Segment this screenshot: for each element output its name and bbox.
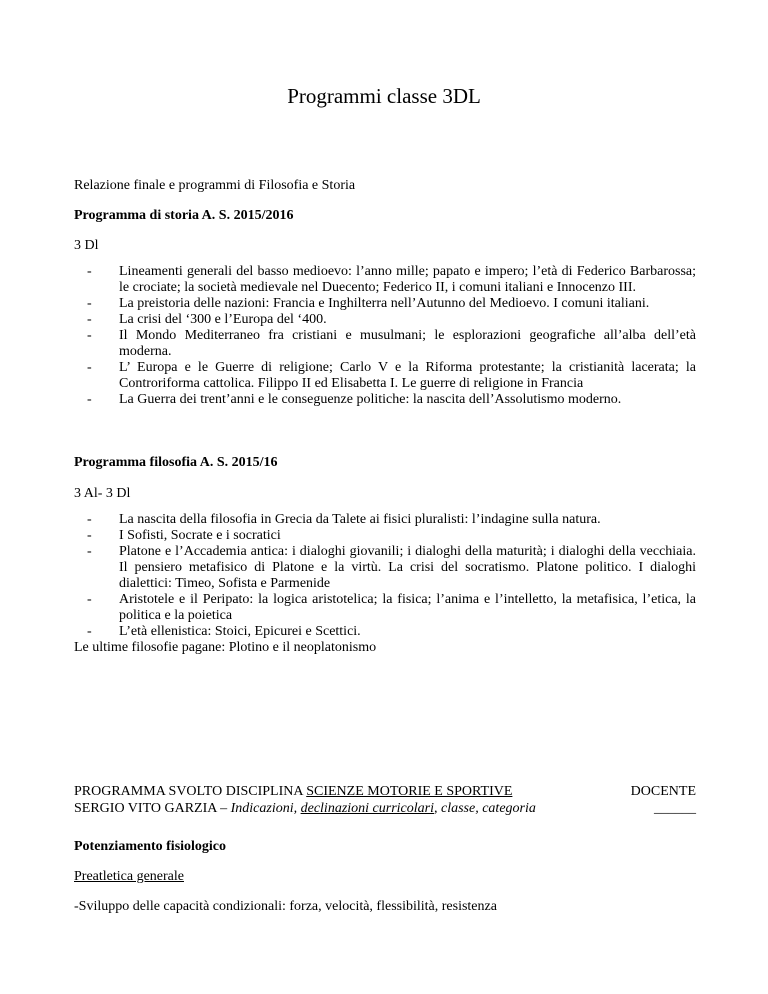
motorie-line-1: PROGRAMMA SVOLTO DISCIPLINA SCIENZE MOTORIE E SPORTIVE — [74, 784, 513, 799]
filosofia-class-label: 3 Al- 3 Dl — [74, 486, 131, 501]
motorie-subheading: Preatletica generale — [74, 869, 184, 884]
list-item: - Lineamenti generali del basso medioevo: l’anno mille; papato e impero; l’età di Federico Barbarossa; le crociate; la società medievale nel Duecento; Federico II, i comuni italiani e Innocenzo III. — [87, 264, 696, 295]
filosofia-closing: Le ultime filosofie pagane: Plotino e il neoplatonismo — [74, 640, 377, 655]
motorie-item: -Sviluppo delle capacità condizionali: forza, velocità, flessibilità, resistenza — [74, 899, 497, 914]
docente-blank: ______ — [654, 801, 696, 816]
discipline-name: SCIENZE MOTORIE E SPORTIVE — [306, 784, 513, 799]
list-dash: - — [87, 512, 92, 527]
storia-list — [74, 264, 696, 408]
list-dash: - — [87, 264, 92, 279]
storia-heading: Programma di storia A. S. 2015/2016 — [74, 208, 294, 223]
page-title: Programmi classe 3DL — [287, 84, 481, 108]
list-item: - La preistoria delle nazioni: Francia e Inghilterra nell’Autunno del Medioevo. I comuni italiani. — [87, 296, 650, 311]
list-dash: - — [87, 592, 92, 607]
list-dash: - — [87, 328, 92, 343]
list-dash: - — [87, 392, 92, 407]
docente-label: DOCENTE — [630, 784, 696, 799]
list-dash: - — [87, 624, 92, 639]
list-dash: - — [87, 312, 92, 327]
list-item: - Aristotele e il Peripato: la logica aristotelica; la fisica; l’anima e l’intelletto, la metafisica, l’etica, la politica e la poietica — [87, 592, 696, 623]
list-item: - La Guerra dei trent’anni e le conseguenze politiche: la nascita dell’Assolutismo moderno. — [87, 392, 622, 407]
intro-line: Relazione finale e programmi di Filosofia e Storia — [74, 178, 356, 193]
list-dash: - — [87, 360, 92, 375]
filosofia-heading: Programma filosofia A. S. 2015/16 — [74, 455, 278, 470]
list-dash: - — [87, 296, 92, 311]
storia-class-label: 3 Dl — [74, 238, 99, 253]
list-item: - Il Mondo Mediterraneo fra cristiani e musulmani; le esplorazioni geografiche all’alba dell’età moderna. — [87, 328, 696, 359]
filosofia-list — [74, 512, 696, 640]
motorie-line-2: SERGIO VITO GARZIA – Indicazioni, declinazioni curricolari, classe, categoria — [74, 801, 536, 816]
list-item: - L’ Europa e le Guerre di religione; Carlo V e la Riforma protestante; la cristianità lacerata; la Controriforma cattolica. Filippo II ed Elisabetta I. Le guerre di religione in Francia — [87, 360, 696, 391]
list-dash: - — [87, 544, 92, 559]
list-dash: - — [87, 528, 92, 543]
list-item: - I Sofisti, Socrate e i socratici — [87, 528, 281, 543]
motorie-heading: Potenziamento fisiologico — [74, 839, 227, 854]
list-item: - L’età ellenistica: Stoici, Epicurei e Scettici. — [87, 624, 361, 639]
list-item: - La crisi del ‘300 e l’Europa del ‘400. — [87, 312, 327, 327]
list-item: - Platone e l’Accademia antica: i dialoghi giovanili; i dialoghi della maturità; i dialoghi della vecchiaia. Il pensiero metafisico di Platone e la virtù. La crisi del socratismo. Platone politico. I dialoghi dialettici: Timeo, Sofista e Parmenide — [87, 544, 696, 591]
list-item: - La nascita della filosofia in Grecia da Talete ai fisici pluralisti: l’indagine sulla natura. — [87, 512, 601, 527]
